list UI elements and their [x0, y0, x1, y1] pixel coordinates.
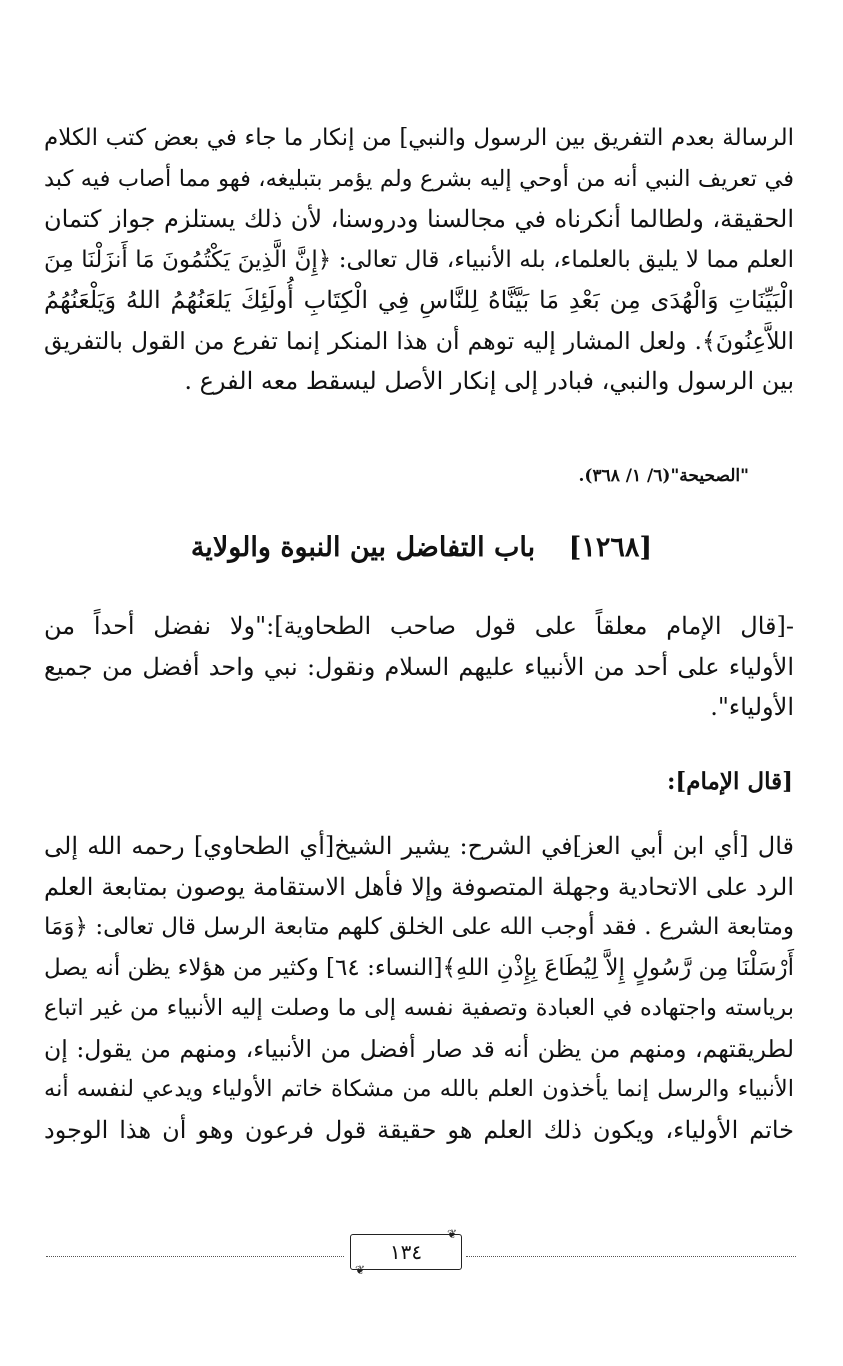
- text-line: برياسته واجتهاده في العبادة وتصفية نفسه إلى ما وصلت إليه الأنبياء من غير اتباع: [44, 995, 794, 1021]
- text-line: الأنبياء والرسل إنما يأخذون العلم بالله من مشكاة خاتم الأولياء ويدعي لنفسه أنه: [44, 1076, 794, 1102]
- text-line: الْبَيِّنَاتِ وَالْهُدَى مِن بَعْدِ مَا بَيَّنَّاهُ لِلنَّاسِ فِي الْكِتَابِ أُولَئِكَ يَلعَنُهُمُ اللهُ وَيَلْعَنُهُمُ: [44, 286, 794, 314]
- footer-rule-left: [46, 1256, 344, 1257]
- subheading: [قال الإمام]:: [666, 768, 793, 795]
- ornament-icon: ❦: [446, 1227, 457, 1241]
- text-line: الرسالة بعدم التفريق بين الرسول والنبي] من إنكار ما جاء في بعض كتب الكلام: [44, 125, 794, 151]
- text-line: بين الرسول والنبي، فبادر إلى إنكار الأصل ليسقط معه الفرع .: [184, 367, 794, 395]
- text-line: خاتم الأولياء، ويكون ذلك العلم هو حقيقة قول فرعون وهو أن هذا الوجود: [44, 1115, 794, 1144]
- text-line: ومتابعة الشرع . فقد أوجب الله على الخلق كلهم متابعة الرسل قال تعالى: ﴿وَمَا: [44, 914, 794, 940]
- text-line: الرد على الاتحادية وجهلة المتصوفة وإلا فأهل الاستقامة يوصون بمتابعة العلم: [44, 872, 794, 901]
- paragraph-continuation: [44, 118, 794, 402]
- text-line: الأولياء على أحد من الأنبياء عليهم السلام ونقول: نبي واحد أفضل من جميع: [44, 652, 794, 681]
- page-number: ١٣٤: [389, 1240, 423, 1264]
- text-line: في تعريف النبي أنه من أوحي إليه بشرع ولم يؤمر بتبليغه، فهو مما أصاب فيه كبد: [44, 165, 794, 192]
- paragraph-quote: [44, 606, 794, 728]
- section-title: باب التفاضل بين النبوة والولاية: [190, 532, 536, 563]
- source-citation: "الصحيحة"(٦/ ١/ ٣٦٨).: [578, 466, 749, 486]
- text-line: الأولياء".: [710, 693, 794, 721]
- paragraph-commentary: [44, 826, 794, 1150]
- text-line: أَرْسَلْنَا مِن رَّسُولٍ إِلاَّ لِيُطَاعَ بِإِذْنِ اللهِ﴾[النساء: ٦٤] وكثير من هؤلاء يظن أنه يصل: [44, 954, 795, 981]
- text-line: -[قال الإمام معلقاً على قول صاحب الطحاوية]:"ولا نفضل أحداً من: [44, 612, 794, 640]
- text-line: العلم مما لا يليق بالعلماء، بله الأنبياء، قال تعالى: ﴿إِنَّ الَّذِينَ يَكْتُمُونَ مَا أَنزَلْنَا مِنَ: [44, 246, 794, 273]
- text-line: اللاَّعِنُونَ﴾. ولعل المشار إليه توهم أن هذا المنكر إنما تفرع من القول بالتفريق: [44, 326, 794, 355]
- footer-rule-right: [466, 1256, 796, 1257]
- section-heading: [0, 532, 843, 563]
- page-number-frame: [350, 1227, 462, 1277]
- ornament-icon: ❦: [355, 1263, 366, 1277]
- text-line: قال [أي ابن أبي العز]في الشرح: يشير الشيخ[أي الطحاوي] رحمه الله إلى: [44, 832, 794, 860]
- text-line: الحقيقة، ولطالما أنكرناه في مجالسنا ودروسنا، لأن ذلك يستلزم جواز كتمان: [44, 205, 794, 233]
- section-number: [١٢٦٨]: [568, 532, 653, 563]
- text-line: لطريقتهم، ومنهم من يظن أنه قد صار أفضل من الأنبياء، ومنهم من يقول: إن: [44, 1034, 794, 1063]
